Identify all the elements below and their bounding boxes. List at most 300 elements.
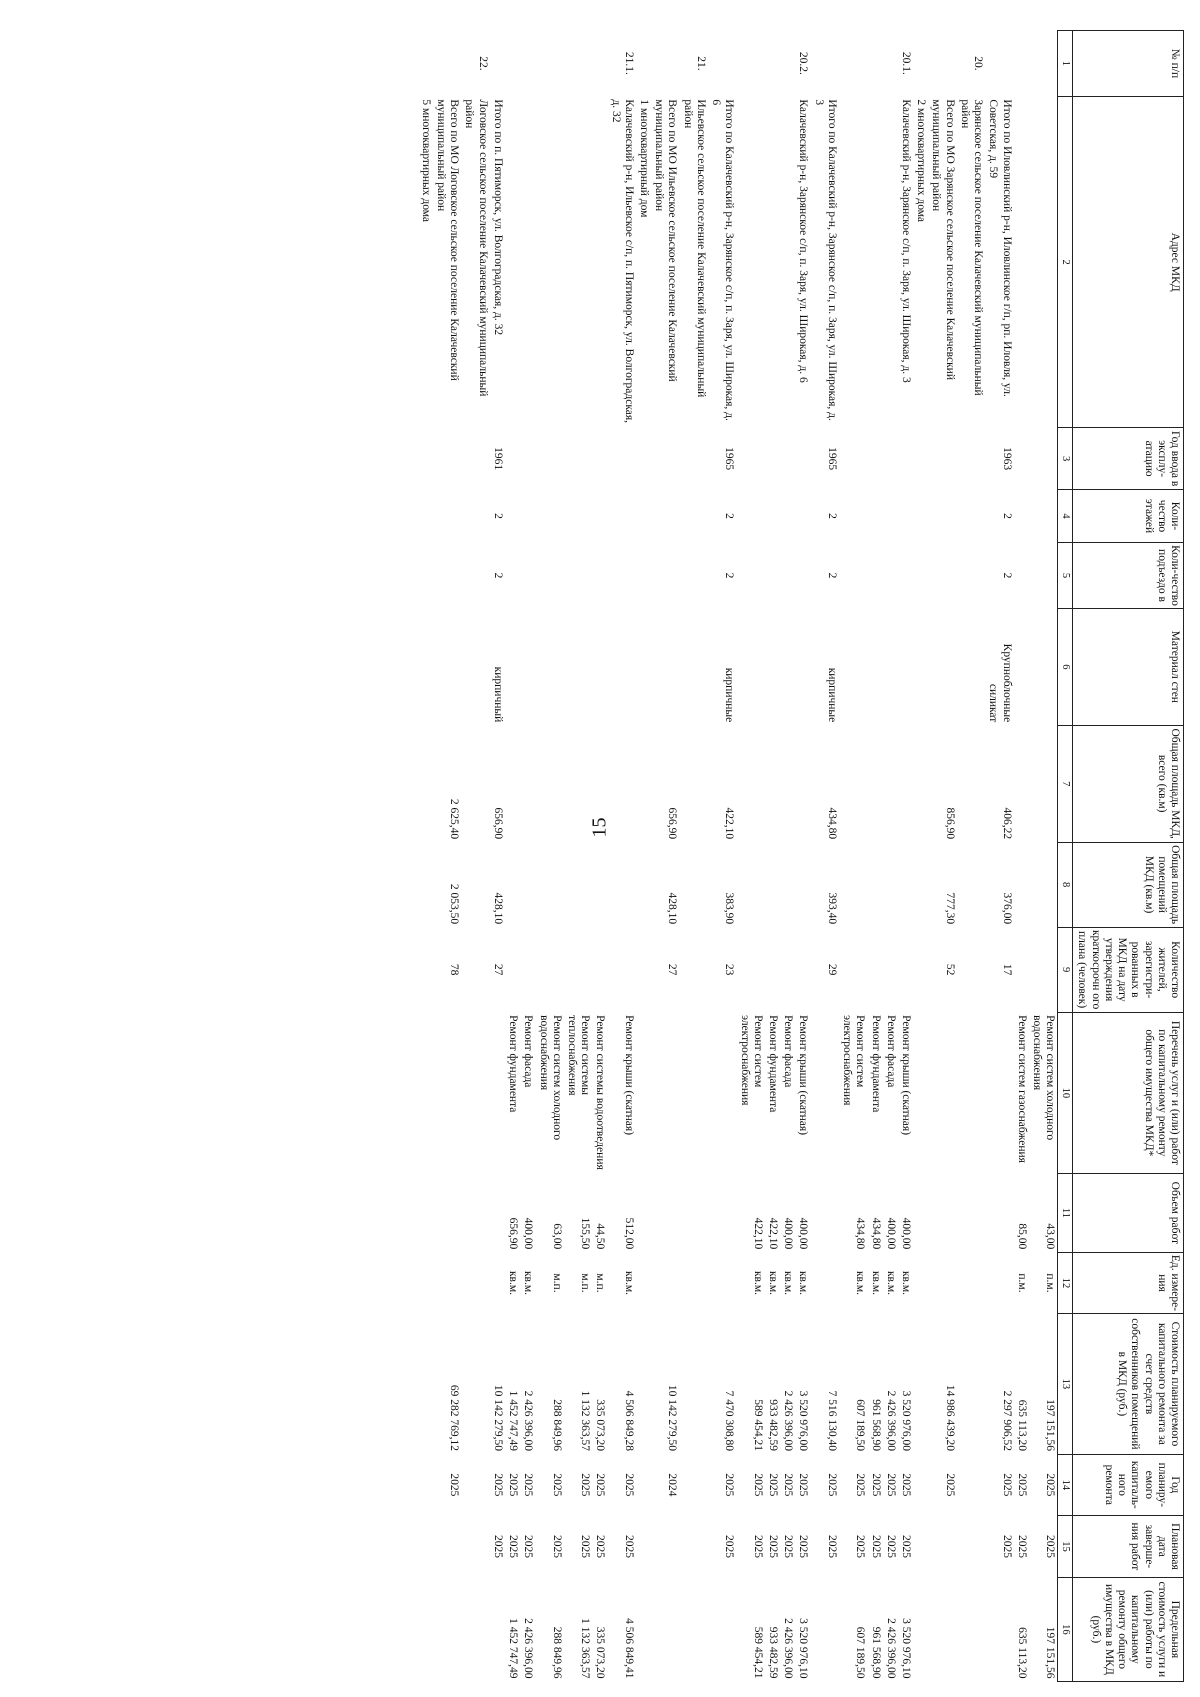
repair-year-cell	[680, 1454, 708, 1516]
address-cell: Всего по МО Ильевское сельское поселение Калачевский муниципальный район	[653, 99, 679, 382]
limit-cost-cell	[985, 1577, 1013, 1681]
entrances-cell	[736, 543, 764, 609]
table-row	[520, 31, 535, 1682]
rooms-area-cell	[898, 842, 913, 927]
column-number: 8	[1058, 842, 1073, 927]
floors-cell	[636, 489, 651, 542]
year-built-cell	[957, 428, 985, 490]
wall-material-cell	[535, 608, 563, 725]
row-number-cell	[490, 31, 505, 97]
entrances-cell	[839, 543, 867, 609]
residents-cell: 29	[825, 963, 838, 976]
address-cell: 2 многоквартирных дома	[915, 99, 928, 223]
total-area-cell: 406,22	[1000, 807, 1013, 840]
row-number-cell	[913, 31, 928, 97]
total-area-cell	[839, 725, 867, 842]
work-type-cell: Ремонт фасада	[884, 1015, 897, 1088]
entrances-cell	[1014, 543, 1029, 609]
table-row	[985, 31, 1013, 1682]
cost-cell: 1 452 747,49	[507, 1390, 520, 1452]
rooms-area-cell: 428,10	[491, 892, 504, 925]
year-built-cell	[418, 428, 433, 490]
table-row	[708, 31, 736, 1682]
total-area-cell: 434,80	[825, 807, 838, 840]
entrances-cell: 2	[1000, 572, 1013, 579]
floors-cell	[564, 489, 592, 542]
completion-year-cell	[651, 1516, 679, 1578]
repair-year-cell: 2025	[825, 1473, 838, 1497]
rooms-area-cell	[736, 842, 764, 927]
header-cell: Плановая дата заверше-ния работ	[1073, 1516, 1184, 1578]
total-area-cell	[898, 725, 913, 842]
unit-cell: м.п.	[594, 1273, 607, 1293]
completion-year-cell: 2025	[550, 1534, 563, 1558]
work-volume-cell	[957, 1174, 985, 1253]
rooms-area-cell	[1014, 842, 1029, 927]
unit-cell: м.п.	[550, 1273, 563, 1293]
row-number-cell	[433, 31, 461, 97]
unit-cell: кв.м.	[854, 1270, 867, 1296]
repair-year-cell: 2025	[507, 1473, 520, 1497]
cost-cell: 197 151,56	[1044, 1399, 1057, 1452]
work-type-cell	[985, 1012, 1013, 1173]
floors-cell	[957, 489, 985, 542]
cost-cell: 635 113,20	[1015, 1399, 1028, 1452]
year-built-cell	[839, 428, 867, 490]
residents-cell: 23	[723, 963, 736, 976]
table-row	[1029, 31, 1058, 1682]
rooms-area-cell: 777,30	[943, 892, 956, 925]
repair-year-cell: 2025	[550, 1473, 563, 1497]
rooms-area-cell	[592, 842, 607, 927]
work-type-cell: Ремонт крыши (скатная)	[622, 1015, 635, 1136]
unit-cell	[418, 1252, 433, 1314]
entrances-cell	[564, 543, 592, 609]
unit-cell	[433, 1252, 461, 1314]
completion-year-cell: 2025	[491, 1534, 504, 1558]
limit-cost-cell: 3 520 976,10	[900, 1618, 912, 1679]
row-number-cell	[592, 31, 607, 97]
work-type-cell: Ремонт систем холодного водоснабжения	[1030, 1015, 1057, 1141]
floors-cell	[520, 489, 535, 542]
table-body	[418, 31, 1058, 1682]
table-row	[795, 31, 810, 1682]
residents-cell	[592, 927, 607, 1012]
column-number: 16	[1058, 1577, 1073, 1681]
work-type-cell: Ремонт систем газоснабжения	[1015, 1015, 1028, 1163]
work-type-cell: Ремонт фундамента	[869, 1015, 882, 1113]
work-volume-cell	[928, 1174, 956, 1253]
column-number: 10	[1058, 1012, 1073, 1173]
address-cell	[1014, 96, 1029, 427]
address-cell	[505, 96, 520, 427]
total-area-cell	[765, 725, 780, 842]
address-cell: Калачевский р-н, Ильевское с/п, п. Пятиморск, ул. Волгоградская, д. 32	[609, 99, 635, 424]
residents-cell	[765, 927, 780, 1012]
work-type-cell: Ремонт системы водоотведения	[594, 1015, 607, 1170]
cost-cell: 69 282 769,12	[448, 1384, 461, 1452]
work-type-cell	[913, 1012, 928, 1173]
table-row	[839, 31, 867, 1682]
unit-cell	[490, 1252, 505, 1314]
row-number-cell: 22.	[476, 56, 489, 71]
wall-material-cell: кирпичные	[825, 667, 838, 723]
rooms-area-cell	[867, 842, 882, 927]
cost-cell: 961 568,90	[869, 1399, 882, 1452]
work-volume-cell: 63,00	[550, 1223, 563, 1250]
entrances-cell	[505, 543, 520, 609]
address-cell	[564, 96, 592, 427]
work-volume-cell: 44,50	[594, 1223, 607, 1250]
wall-material-cell	[780, 608, 795, 725]
residents-cell	[913, 927, 928, 1012]
repair-year-cell: 2025	[854, 1473, 867, 1497]
work-volume-cell: 400,00	[900, 1217, 912, 1250]
address-cell	[1029, 96, 1058, 427]
unit-cell: кв.м.	[522, 1270, 535, 1296]
year-built-cell	[795, 428, 810, 490]
total-area-cell	[883, 725, 898, 842]
work-volume-cell: 512,00	[622, 1217, 635, 1250]
entrances-cell	[867, 543, 882, 609]
residents-cell	[1014, 927, 1029, 1012]
work-volume-cell	[680, 1174, 708, 1253]
unit-cell: м.п.	[579, 1273, 592, 1293]
floors-cell	[461, 489, 489, 542]
repair-year-cell: 2025	[594, 1473, 607, 1497]
entrances-cell	[520, 543, 535, 609]
work-type-cell: Ремонт фундамента	[767, 1015, 780, 1113]
year-built-cell	[898, 428, 913, 490]
work-volume-cell	[913, 1174, 928, 1253]
entrances-cell	[765, 543, 780, 609]
work-volume-cell	[810, 1174, 838, 1253]
unit-cell	[928, 1252, 956, 1314]
cost-cell: 7 516 130,40	[825, 1390, 838, 1452]
wall-material-cell	[418, 608, 433, 725]
floors-cell	[651, 489, 679, 542]
floors-cell	[913, 489, 928, 542]
work-type-cell: Ремонт фасада	[782, 1015, 795, 1088]
rooms-area-cell	[883, 842, 898, 927]
year-built-cell	[592, 428, 607, 490]
residents-cell	[418, 927, 433, 1012]
repair-year-cell: 2025	[767, 1473, 780, 1497]
cost-cell: 933 482,59	[767, 1399, 780, 1452]
table-row	[461, 31, 489, 1682]
work-type-cell: Ремонт систем электроснабжения	[841, 1015, 867, 1106]
table-row	[505, 31, 520, 1682]
completion-year-cell: 2025	[869, 1534, 882, 1558]
year-built-cell	[680, 428, 708, 490]
entrances-cell	[928, 543, 956, 609]
completion-year-cell: 2025	[884, 1534, 897, 1558]
repair-year-cell: 2025	[622, 1473, 635, 1497]
address-cell: Ильевское сельское поселение Калачевский муниципальный район	[681, 99, 707, 398]
repair-year-cell: 2025	[869, 1473, 882, 1497]
completion-year-cell: 2025	[1000, 1534, 1013, 1558]
row-number-cell	[520, 31, 535, 97]
completion-year-cell: 2025	[723, 1534, 736, 1558]
repair-year-cell: 2025	[522, 1473, 535, 1497]
completion-year-cell: 2025	[797, 1534, 810, 1558]
wall-material-cell	[913, 608, 928, 725]
column-number: 7	[1058, 725, 1073, 842]
cost-cell	[636, 1314, 651, 1454]
work-type-cell	[928, 1012, 956, 1173]
work-type-cell	[680, 1012, 708, 1173]
row-number-cell	[985, 31, 1013, 97]
floors-cell	[898, 489, 913, 542]
address-cell	[592, 96, 607, 427]
repair-plan-table	[418, 30, 1184, 1682]
completion-year-cell: 2025	[522, 1534, 535, 1558]
total-area-cell	[461, 725, 489, 842]
total-area-cell: 856,90	[943, 807, 956, 840]
row-number-cell	[535, 31, 563, 97]
entrances-cell	[607, 543, 635, 609]
column-number: 3	[1058, 428, 1073, 490]
repair-year-cell: 2025	[579, 1473, 592, 1497]
work-volume-cell	[433, 1174, 461, 1253]
address-cell: Итого по Калачевский р-н, Зарянское с/п, п. Заря, ул. Широкая, д. 6	[710, 99, 736, 421]
rooms-area-cell	[795, 842, 810, 927]
header-cell: Стоимость планируемого капитального ремонта за счет средств собственников помещений в МКД (руб.)	[1073, 1314, 1184, 1454]
completion-year-cell: 2025	[507, 1534, 520, 1558]
header-cell: Адрес МКД	[1073, 96, 1184, 427]
residents-cell	[535, 927, 563, 1012]
address-cell: Итого по Иловлинский р-н, Иловлинское г/п, рп. Иловля, ул. Советская, д. 59	[987, 99, 1013, 397]
unit-cell: кв.м.	[900, 1270, 912, 1296]
table-row	[898, 31, 913, 1682]
completion-year-cell: 2025	[1044, 1534, 1057, 1558]
work-volume-cell	[636, 1174, 651, 1253]
wall-material-cell	[765, 608, 780, 725]
wall-material-cell	[680, 608, 708, 725]
rooms-area-cell	[418, 842, 433, 927]
header-cell: Год планиру-емого капиталь-ного ремонта	[1073, 1454, 1184, 1516]
total-area-cell	[1014, 725, 1029, 842]
total-area-cell	[957, 725, 985, 842]
residents-cell	[607, 927, 635, 1012]
completion-year-cell	[461, 1516, 489, 1578]
wall-material-cell	[736, 608, 764, 725]
table-row	[607, 31, 635, 1682]
floors-cell	[1014, 489, 1029, 542]
row-number-cell	[810, 31, 838, 97]
rooms-area-cell	[535, 842, 563, 927]
floors-cell	[765, 489, 780, 542]
residents-cell	[680, 927, 708, 1012]
rooms-area-cell: 428,10	[666, 892, 679, 925]
limit-cost-cell: 2 426 396,00	[884, 1618, 897, 1679]
limit-cost-cell: 1 132 363,57	[579, 1618, 592, 1679]
residents-cell	[867, 927, 882, 1012]
repair-year-cell: 2025	[943, 1473, 956, 1497]
work-volume-cell: 85,00	[1015, 1223, 1028, 1250]
work-type-cell	[810, 1012, 838, 1173]
total-area-cell	[607, 725, 635, 842]
cost-cell: 3 520 976,00	[900, 1390, 912, 1452]
unit-cell	[680, 1252, 708, 1314]
unit-cell	[636, 1252, 651, 1314]
address-cell	[736, 96, 764, 427]
row-number-cell: 20.	[972, 56, 985, 71]
header-cell: Общая площадь помещений МКД (кв.м)	[1073, 842, 1184, 927]
header-cell: Год ввода в эксплу-атацию	[1073, 428, 1184, 490]
column-number: 5	[1058, 543, 1073, 609]
work-type-cell	[957, 1012, 985, 1173]
address-cell	[520, 96, 535, 427]
address-cell: Всего по МО Логовское сельское поселение Калачевский муниципальный район	[435, 99, 461, 381]
column-number: 4	[1058, 489, 1073, 542]
limit-cost-cell	[913, 1577, 928, 1681]
residents-cell	[461, 927, 489, 1012]
limit-cost-cell	[680, 1577, 708, 1681]
address-cell: 5 многоквартирных дома	[419, 99, 432, 223]
completion-year-cell	[418, 1516, 433, 1578]
total-area-cell	[520, 725, 535, 842]
cost-cell: 589 454,21	[751, 1399, 764, 1452]
repair-year-cell	[913, 1454, 928, 1516]
rooms-area-cell	[913, 842, 928, 927]
table-row	[680, 31, 708, 1682]
header-cell: Коли-чество этажей	[1073, 489, 1184, 542]
repair-year-cell: 2024	[666, 1473, 679, 1497]
wall-material-cell	[592, 608, 607, 725]
unit-cell	[708, 1252, 736, 1314]
table-row	[1014, 31, 1029, 1682]
limit-cost-cell: 335 073,20	[594, 1626, 607, 1679]
row-number-cell: 20.1.	[900, 51, 912, 75]
limit-cost-cell: 197 151,56	[1044, 1626, 1057, 1679]
residents-cell	[780, 927, 795, 1012]
residents-cell	[520, 927, 535, 1012]
row-number-cell	[867, 31, 882, 97]
completion-year-cell: 2025	[900, 1534, 912, 1558]
work-type-cell: Ремонт систем холодного водоснабжения	[537, 1015, 563, 1141]
residents-cell	[795, 927, 810, 1012]
work-type-cell: Ремонт систем электроснабжения	[738, 1015, 764, 1106]
year-built-cell	[461, 428, 489, 490]
header-cell: № п/п	[1073, 31, 1184, 97]
table-row	[928, 31, 956, 1682]
column-number: 11	[1058, 1174, 1073, 1253]
limit-cost-cell: 933 482,59	[767, 1626, 780, 1679]
year-built-cell	[913, 428, 928, 490]
unit-cell	[913, 1252, 928, 1314]
row-number-cell	[564, 31, 592, 97]
entrances-cell	[957, 543, 985, 609]
rooms-area-cell	[636, 842, 651, 927]
completion-year-cell: 2025	[825, 1534, 838, 1558]
column-number: 9	[1058, 927, 1073, 1012]
cost-cell: 7 470 308,80	[723, 1390, 736, 1452]
wall-material-cell	[839, 608, 867, 725]
floors-cell	[1029, 489, 1058, 542]
column-number: 13	[1058, 1314, 1073, 1454]
completion-year-cell: 2025	[622, 1534, 635, 1558]
work-type-cell: Ремонт фасада	[522, 1015, 535, 1088]
repair-year-cell: 2025	[491, 1473, 504, 1497]
header-cell: Количество жителей, зарегистри-рованных в МКД на дату утверждения краткосрочн ого плана (человек)	[1073, 927, 1184, 1012]
address-cell: 1 многоквартирный дом	[638, 99, 651, 218]
unit-cell: кв.м.	[767, 1270, 780, 1296]
entrances-cell	[680, 543, 708, 609]
address-cell: Зарянское сельское поселение Калачевский муниципальный район	[958, 99, 985, 396]
residents-cell	[564, 927, 592, 1012]
entrances-cell	[883, 543, 898, 609]
address-cell: Итого по п. Пятиморск, ул. Волгоградская, д. 32	[491, 99, 504, 336]
cost-cell: 14 986 439,20	[943, 1384, 956, 1452]
work-volume-cell: 422,10	[767, 1217, 780, 1250]
repair-year-cell: 2025	[448, 1473, 461, 1497]
limit-cost-cell	[461, 1577, 489, 1681]
residents-cell	[839, 927, 867, 1012]
rooms-area-cell	[957, 842, 985, 927]
wall-material-cell	[607, 608, 635, 725]
repair-year-cell: 2025	[884, 1473, 897, 1497]
residents-cell	[505, 927, 520, 1012]
floors-cell: 2	[723, 513, 736, 519]
completion-year-cell	[433, 1516, 461, 1578]
completion-year-cell	[957, 1516, 985, 1578]
floors-cell	[795, 489, 810, 542]
work-volume-cell	[418, 1174, 433, 1253]
unit-cell: кв.м.	[782, 1270, 795, 1296]
wall-material-cell: кирпичные	[723, 667, 736, 723]
table-row	[564, 31, 592, 1682]
address-cell	[867, 96, 882, 427]
rooms-area-cell	[564, 842, 592, 927]
year-built-cell	[651, 428, 679, 490]
row-number-cell: 21.1.	[622, 51, 635, 75]
year-built-cell	[1029, 428, 1058, 490]
row-number-cell	[636, 31, 651, 97]
work-type-cell: Ремонт фундамента	[507, 1015, 520, 1113]
year-built-cell	[780, 428, 795, 490]
year-built-cell	[607, 428, 635, 490]
limit-cost-cell	[651, 1577, 679, 1681]
repair-year-cell: 2025	[797, 1473, 810, 1497]
repair-year-cell	[957, 1454, 985, 1516]
wall-material-cell	[957, 608, 985, 725]
work-type-cell: Ремонт крыши (скатная)	[900, 1015, 912, 1136]
column-number: 14	[1058, 1454, 1073, 1516]
entrances-cell: 2	[491, 572, 504, 579]
header-cell: Перечень услуг и (или) работ по капитальному ремонту общего имущества МКД*	[1073, 1012, 1184, 1173]
unit-cell: кв.м.	[797, 1270, 810, 1296]
address-cell	[839, 96, 867, 427]
completion-year-cell: 2025	[594, 1534, 607, 1558]
table-row	[636, 31, 651, 1682]
residents-cell: 27	[666, 963, 679, 976]
entrances-cell	[898, 543, 913, 609]
work-type-cell	[636, 1012, 651, 1173]
wall-material-cell	[433, 608, 461, 725]
work-volume-cell	[461, 1174, 489, 1253]
floors-cell	[418, 489, 433, 542]
total-area-cell	[780, 725, 795, 842]
row-number-cell	[780, 31, 795, 97]
table-row	[913, 31, 928, 1682]
wall-material-cell	[636, 608, 651, 725]
entrances-cell	[651, 543, 679, 609]
repair-year-cell: 2025	[1000, 1473, 1013, 1497]
entrances-cell: 2	[825, 572, 838, 579]
header-cell: Ед. измере-ния	[1073, 1252, 1184, 1314]
table-row	[535, 31, 563, 1682]
